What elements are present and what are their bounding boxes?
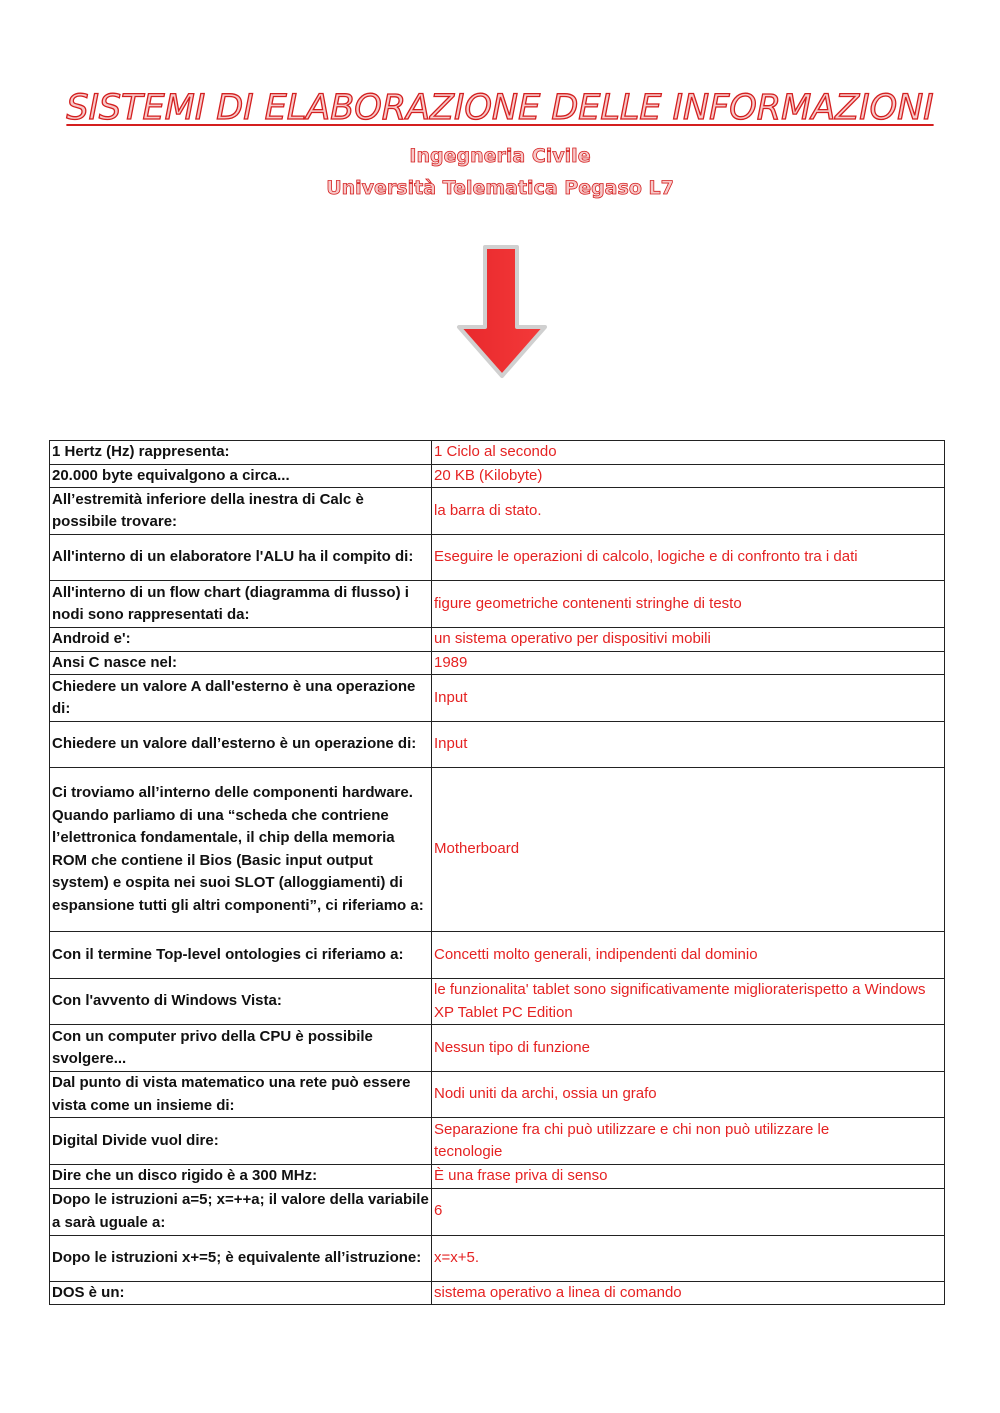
table-row	[50, 1188, 945, 1235]
table-row	[50, 628, 945, 652]
table-row	[50, 979, 945, 1025]
question-cell: Ci troviamo all’interno delle componenti hardware. Quando parliamo di una “scheda che contriene l’elettronica fondamentale, il chip della memoria ROM che contiene il Bios (Basic input output system) e ospita nei suoi SLOT (alloggiamenti) di espansione tutti gli altri componenti”, ci riferiamo a:	[50, 768, 432, 932]
question-cell: Ansi C nasce nel:	[50, 651, 432, 675]
question-cell: Dopo le istruzioni x+=5; è equivalente all’istruzione:	[50, 1235, 432, 1281]
table-row	[50, 675, 945, 722]
question-cell: All’estremità inferiore della inestra di Calc è possibile trovare:	[50, 488, 432, 535]
answer-cell: 6	[432, 1188, 945, 1235]
question-cell: 1 Hertz (Hz) rappresenta:	[50, 441, 432, 465]
question-cell: Android e':	[50, 628, 432, 652]
question-cell: Chiedere un valore A dall'esterno è una operazione di:	[50, 675, 432, 722]
table-row	[50, 1281, 945, 1305]
answer-cell: 1989	[432, 651, 945, 675]
table-row	[50, 581, 945, 628]
table-row	[50, 932, 945, 979]
table-row	[50, 1118, 945, 1165]
answer-cell: sistema operativo a linea di comando	[432, 1281, 945, 1305]
answer-cell: un sistema operativo per dispositivi mobili	[432, 628, 945, 652]
document-title: SISTEMI DI ELABORAZIONE DELLE INFORMAZIONI	[66, 88, 934, 128]
question-cell: Chiedere un valore dall’esterno è un operazione di:	[50, 722, 432, 768]
answer-cell: le funzionalita' tablet sono significativamente miglioraterispetto a Windows XP Tablet PC Edition	[432, 979, 945, 1025]
question-cell: Dire che un disco rigido è a 300 MHz:	[50, 1165, 432, 1189]
table-row	[50, 1235, 945, 1281]
table-row	[50, 651, 945, 675]
question-cell: 20.000 byte equivalgono a circa...	[50, 464, 432, 488]
table-row	[50, 1165, 945, 1189]
question-cell: Con un computer privo della CPU è possibile svolgere...	[50, 1025, 432, 1072]
answer-cell: Input	[432, 722, 945, 768]
table-row	[50, 722, 945, 768]
question-cell: All'interno di un elaboratore l'ALU ha il compito di:	[50, 535, 432, 581]
answer-cell: Motherboard	[432, 768, 945, 932]
answer-cell: Concetti molto generali, indipendenti dal dominio	[432, 932, 945, 979]
course-name: Ingegneria Civile	[409, 145, 591, 167]
answer-cell: È una frase priva di senso	[432, 1165, 945, 1189]
table-row	[50, 1025, 945, 1072]
university-name: Università Telematica Pegaso L7	[326, 177, 674, 199]
down-arrow-icon	[455, 243, 550, 381]
answer-cell: Nodi uniti da archi, ossia un grafo	[432, 1072, 945, 1118]
question-cell: DOS è un:	[50, 1281, 432, 1305]
question-cell: Con l'avvento di Windows Vista:	[50, 979, 432, 1025]
table-row	[50, 488, 945, 535]
answer-cell: Separazione fra chi può utilizzare e chi non può utilizzare le tecnologie	[432, 1118, 945, 1165]
qa-table	[49, 440, 945, 1305]
table-row	[50, 768, 945, 932]
question-cell: Digital Divide vuol dire:	[50, 1118, 432, 1165]
table-row	[50, 535, 945, 581]
answer-cell: x=x+5.	[432, 1235, 945, 1281]
answer-cell: Input	[432, 675, 945, 722]
answer-cell: 20 KB (Kilobyte)	[432, 464, 945, 488]
answer-cell: la barra di stato.	[432, 488, 945, 535]
answer-cell: 1 Ciclo al secondo	[432, 441, 945, 465]
question-cell: Dal punto di vista matematico una rete può essere vista come un insieme di:	[50, 1072, 432, 1118]
question-cell: All'interno di un flow chart (diagramma di flusso) i nodi sono rappresentati da:	[50, 581, 432, 628]
table-row	[50, 441, 945, 465]
answer-cell: Nessun tipo di funzione	[432, 1025, 945, 1072]
question-cell: Dopo le istruzioni a=5; x=++a; il valore della variabile a sarà uguale a:	[50, 1188, 432, 1235]
table-row	[50, 464, 945, 488]
answer-cell: Eseguire le operazioni di calcolo, logiche e di confronto tra i dati	[432, 535, 945, 581]
question-cell: Con il termine Top-level ontologies ci riferiamo a:	[50, 932, 432, 979]
answer-cell: figure geometriche contenenti stringhe di testo	[432, 581, 945, 628]
table-row	[50, 1072, 945, 1118]
